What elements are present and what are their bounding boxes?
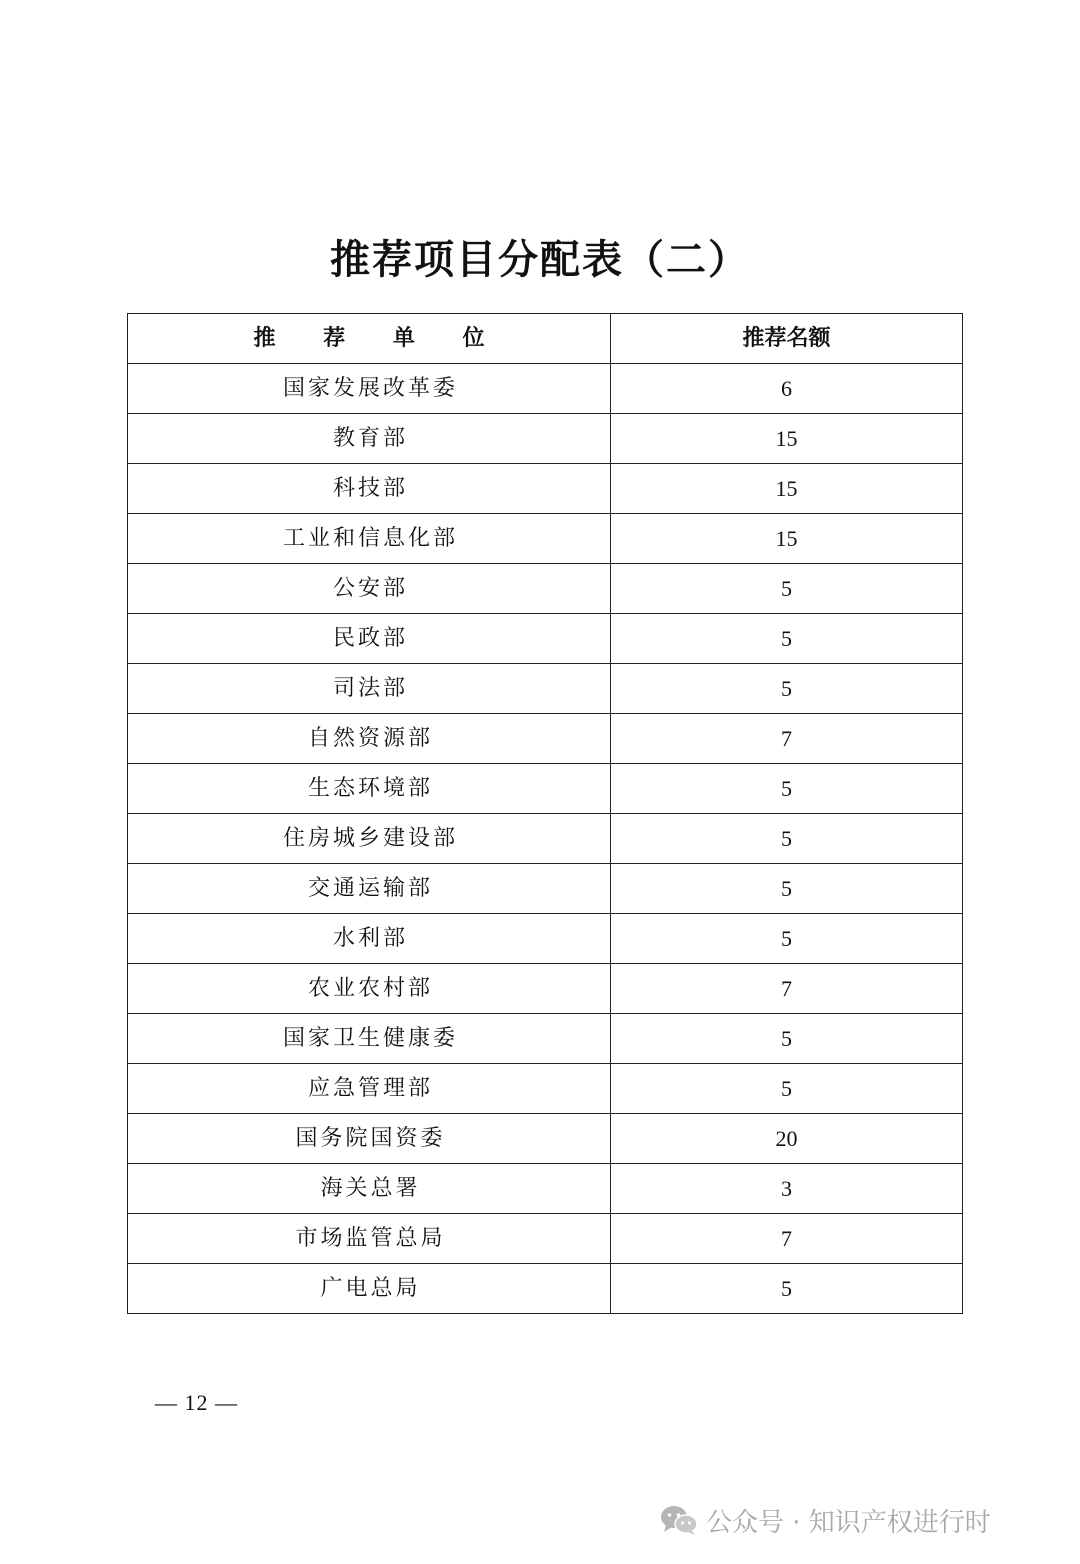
table-row bbox=[128, 664, 963, 714]
table-row bbox=[128, 464, 963, 514]
quota-cell: 5 bbox=[611, 864, 963, 914]
quota-cell: 20 bbox=[611, 1114, 963, 1164]
quota-cell: 15 bbox=[611, 514, 963, 564]
unit-cell: 生态环境部 bbox=[128, 764, 611, 814]
table-row bbox=[128, 814, 963, 864]
table-row bbox=[128, 564, 963, 614]
watermark-text: 公众号 · 知识产权进行时 bbox=[706, 1507, 991, 1538]
quota-cell: 7 bbox=[611, 714, 963, 764]
page-title: 推荐项目分配表（二） bbox=[330, 237, 750, 283]
unit-cell: 住房城乡建设部 bbox=[128, 814, 611, 864]
unit-cell: 教育部 bbox=[128, 414, 611, 464]
quota-cell: 5 bbox=[611, 1264, 963, 1314]
table-row bbox=[128, 864, 963, 914]
quota-cell: 15 bbox=[611, 414, 963, 464]
table-row bbox=[128, 364, 963, 414]
table-row bbox=[128, 1214, 963, 1264]
unit-cell: 国务院国资委 bbox=[128, 1114, 611, 1164]
quota-cell: 5 bbox=[611, 764, 963, 814]
quota-cell: 5 bbox=[611, 914, 963, 964]
quota-cell: 5 bbox=[611, 664, 963, 714]
unit-cell: 自然资源部 bbox=[128, 714, 611, 764]
unit-cell: 海关总署 bbox=[128, 1164, 611, 1214]
table-header-row bbox=[128, 314, 963, 364]
quota-cell: 15 bbox=[611, 464, 963, 514]
unit-cell: 广电总局 bbox=[128, 1264, 611, 1314]
quota-cell: 5 bbox=[611, 1064, 963, 1114]
table-row bbox=[128, 964, 963, 1014]
unit-cell: 国家卫生健康委 bbox=[128, 1014, 611, 1064]
unit-cell: 公安部 bbox=[128, 564, 611, 614]
quota-cell: 7 bbox=[611, 1214, 963, 1264]
table-row bbox=[128, 514, 963, 564]
allocation-table bbox=[127, 313, 963, 1314]
quota-cell: 7 bbox=[611, 964, 963, 1014]
watermark bbox=[660, 1500, 991, 1540]
header-unit: 推 荐 单 位 bbox=[128, 314, 611, 364]
header-quota: 推荐名额 bbox=[611, 314, 963, 364]
table-row bbox=[128, 714, 963, 764]
quota-cell: 3 bbox=[611, 1164, 963, 1214]
table-row bbox=[128, 614, 963, 664]
unit-cell: 市场监管总局 bbox=[128, 1214, 611, 1264]
unit-cell: 司法部 bbox=[128, 664, 611, 714]
unit-cell: 水利部 bbox=[128, 914, 611, 964]
table-row bbox=[128, 764, 963, 814]
table-row bbox=[128, 1264, 963, 1314]
wechat-icon bbox=[660, 1504, 698, 1536]
unit-cell: 国家发展改革委 bbox=[128, 364, 611, 414]
unit-cell: 民政部 bbox=[128, 614, 611, 664]
quota-cell: 5 bbox=[611, 614, 963, 664]
unit-cell: 工业和信息化部 bbox=[128, 514, 611, 564]
table-row bbox=[128, 1164, 963, 1214]
quota-cell: 5 bbox=[611, 814, 963, 864]
quota-cell: 5 bbox=[611, 564, 963, 614]
unit-cell: 农业农村部 bbox=[128, 964, 611, 1014]
page-number: — 12 — bbox=[155, 1390, 238, 1415]
table-row bbox=[128, 1064, 963, 1114]
table-row bbox=[128, 914, 963, 964]
unit-cell: 交通运输部 bbox=[128, 864, 611, 914]
quota-cell: 5 bbox=[611, 1014, 963, 1064]
table-row bbox=[128, 1114, 963, 1164]
unit-cell: 应急管理部 bbox=[128, 1064, 611, 1114]
unit-cell: 科技部 bbox=[128, 464, 611, 514]
table-row bbox=[128, 414, 963, 464]
table-row bbox=[128, 1014, 963, 1064]
quota-cell: 6 bbox=[611, 364, 963, 414]
